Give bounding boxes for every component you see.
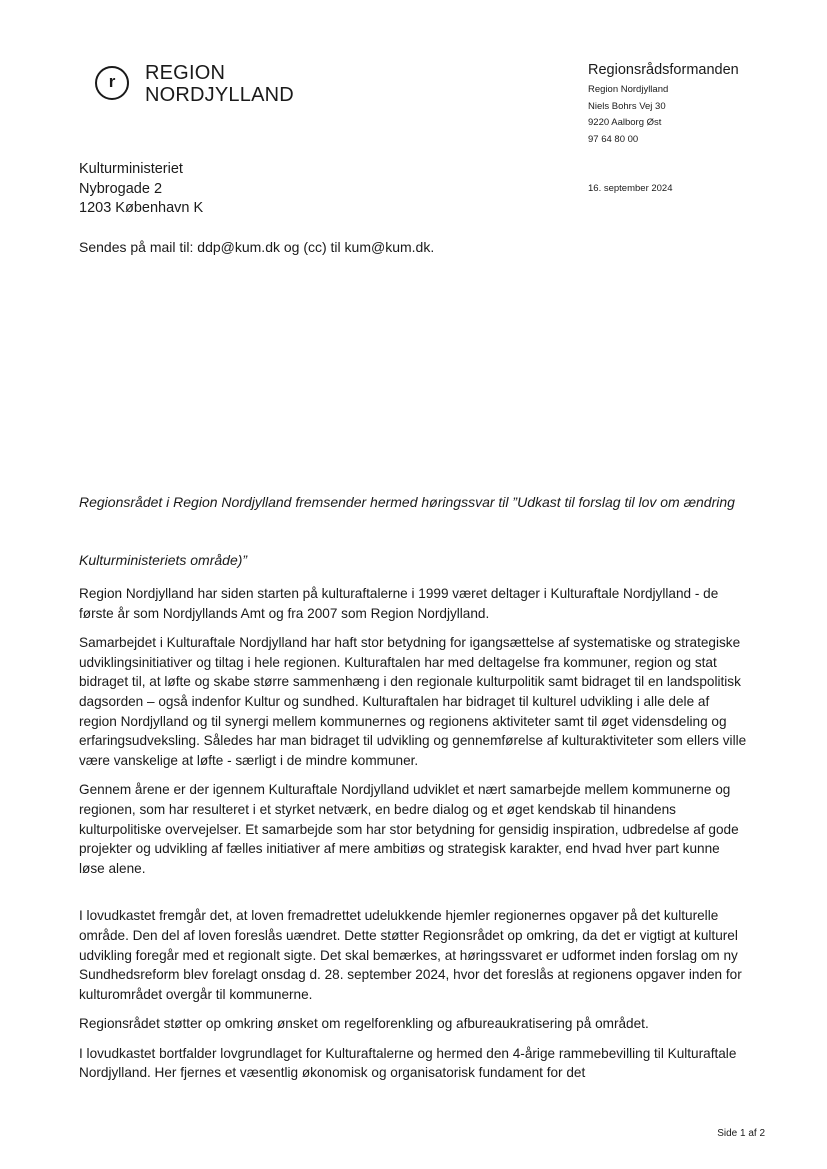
page-number: Side 1 af 2	[717, 1128, 765, 1139]
logo-text: REGION NORDJYLLAND	[145, 62, 294, 106]
logo-mark-icon: r	[95, 66, 129, 100]
paragraph: Region Nordjylland har siden starten på kulturaftalerne i 1999 været deltager i Kulturaftale Nordjylland - de første år som Nordjyllands Amt og fra 2007 som Region Nordjylland.	[79, 586, 719, 621]
paragraph: I lovudkastet fremgår det, at loven fremadrettet udelukkende hjemler regionernes opgaver på det kulturelle område. Den del af loven foreslås uændret. Dette støtter Regionsrådet op omkring, da det er vigtigt at kulturel udvikling foregår med et regionalt sigte. Det skal bemærkes, at høringssvaret er udformet inden forslag om ny Sundhedsreform blev forelagt onsdag d. 28. september 2024, hvor det foreslås at regionens opgaver inden for kulturområdet overgår til kommunerne.	[79, 908, 742, 1002]
sender-title: Regionsrådsformanden	[588, 62, 739, 78]
mail-instruction: Sendes på mail til: ddp@kum.dk og (cc) til kum@kum.dk.	[79, 239, 435, 255]
region-logo	[95, 62, 335, 112]
sender-line: 97 64 80 00	[588, 133, 639, 145]
lead-line-2: Kulturministeriets område)”	[79, 552, 248, 568]
letter-body	[79, 584, 747, 1093]
paragraph: Samarbejdet i Kulturaftale Nordjylland har haft stor betydning for igangsættelse af systematiske og strategiske udviklingsinitiativer og tiltag i hele regionen. Kulturaftalen har med deltagelse fra kommuner, region og stat bidraget til, at løfte og skabe større sammenhæng i den regionale kulturpolitik samt bidraget til en landspolitisk dagsorden – også indenfor Kultur og sundhed. Kulturaftalen har bidraget til kulturel udvikling i alle dele af region Nordjylland og til synergi mellem kommunernes og regionens aktiviteter samt til øget vidensdeling og erfaringsudveksling. Således har man bidraget til udvikling og gennemførelse af kulturaktiviteter som ellers ville være vanskelige at løfte - særligt i de mindre kommuner.	[79, 635, 747, 768]
sender-line: Niels Bohrs Vej 30	[588, 100, 666, 112]
paragraph: Gennem årene er der igennem Kulturaftale Nordjylland udviklet et nært samarbejde mellem kommunerne og regionen, som har resulteret i et styrket netværk, en bedre dialog og et øget kendskab til hinandens kulturpolitiske overvejelser. Et samarbejde som har stor betydning for gensidig inspiration, udbredelse af gode projekter og udvikling af fælles initiativer af mere ambitiøs og strategisk karakter, end hvad hver part kunne løse alene.	[79, 782, 739, 876]
paragraph: Regionsrådet støtter op omkring ønsket om regelforenkling og afbureaukratisering på området.	[79, 1016, 649, 1032]
recipient-address: Kulturministeriet Nybrogade 2 1203 København K	[79, 161, 204, 216]
sender-block	[588, 60, 808, 148]
letter-date: 16. september 2024	[588, 183, 673, 194]
sender-line: Region Nordjylland	[588, 84, 669, 95]
lead-line-1: Regionsrådet i Region Nordjylland fremsender hermed høringssvar til ”Udkast til forslag til lov om ændring	[79, 494, 735, 510]
sender-line: 9220 Aalborg Øst	[588, 117, 662, 128]
paragraph: I lovudkastet bortfalder lovgrundlaget for Kulturaftalerne og hermed den 4-årige rammebevilling til Kulturaftale Nordjylland. Her fjernes et væsentlig økonomisk og organisatorisk fundament for det	[79, 1045, 737, 1081]
